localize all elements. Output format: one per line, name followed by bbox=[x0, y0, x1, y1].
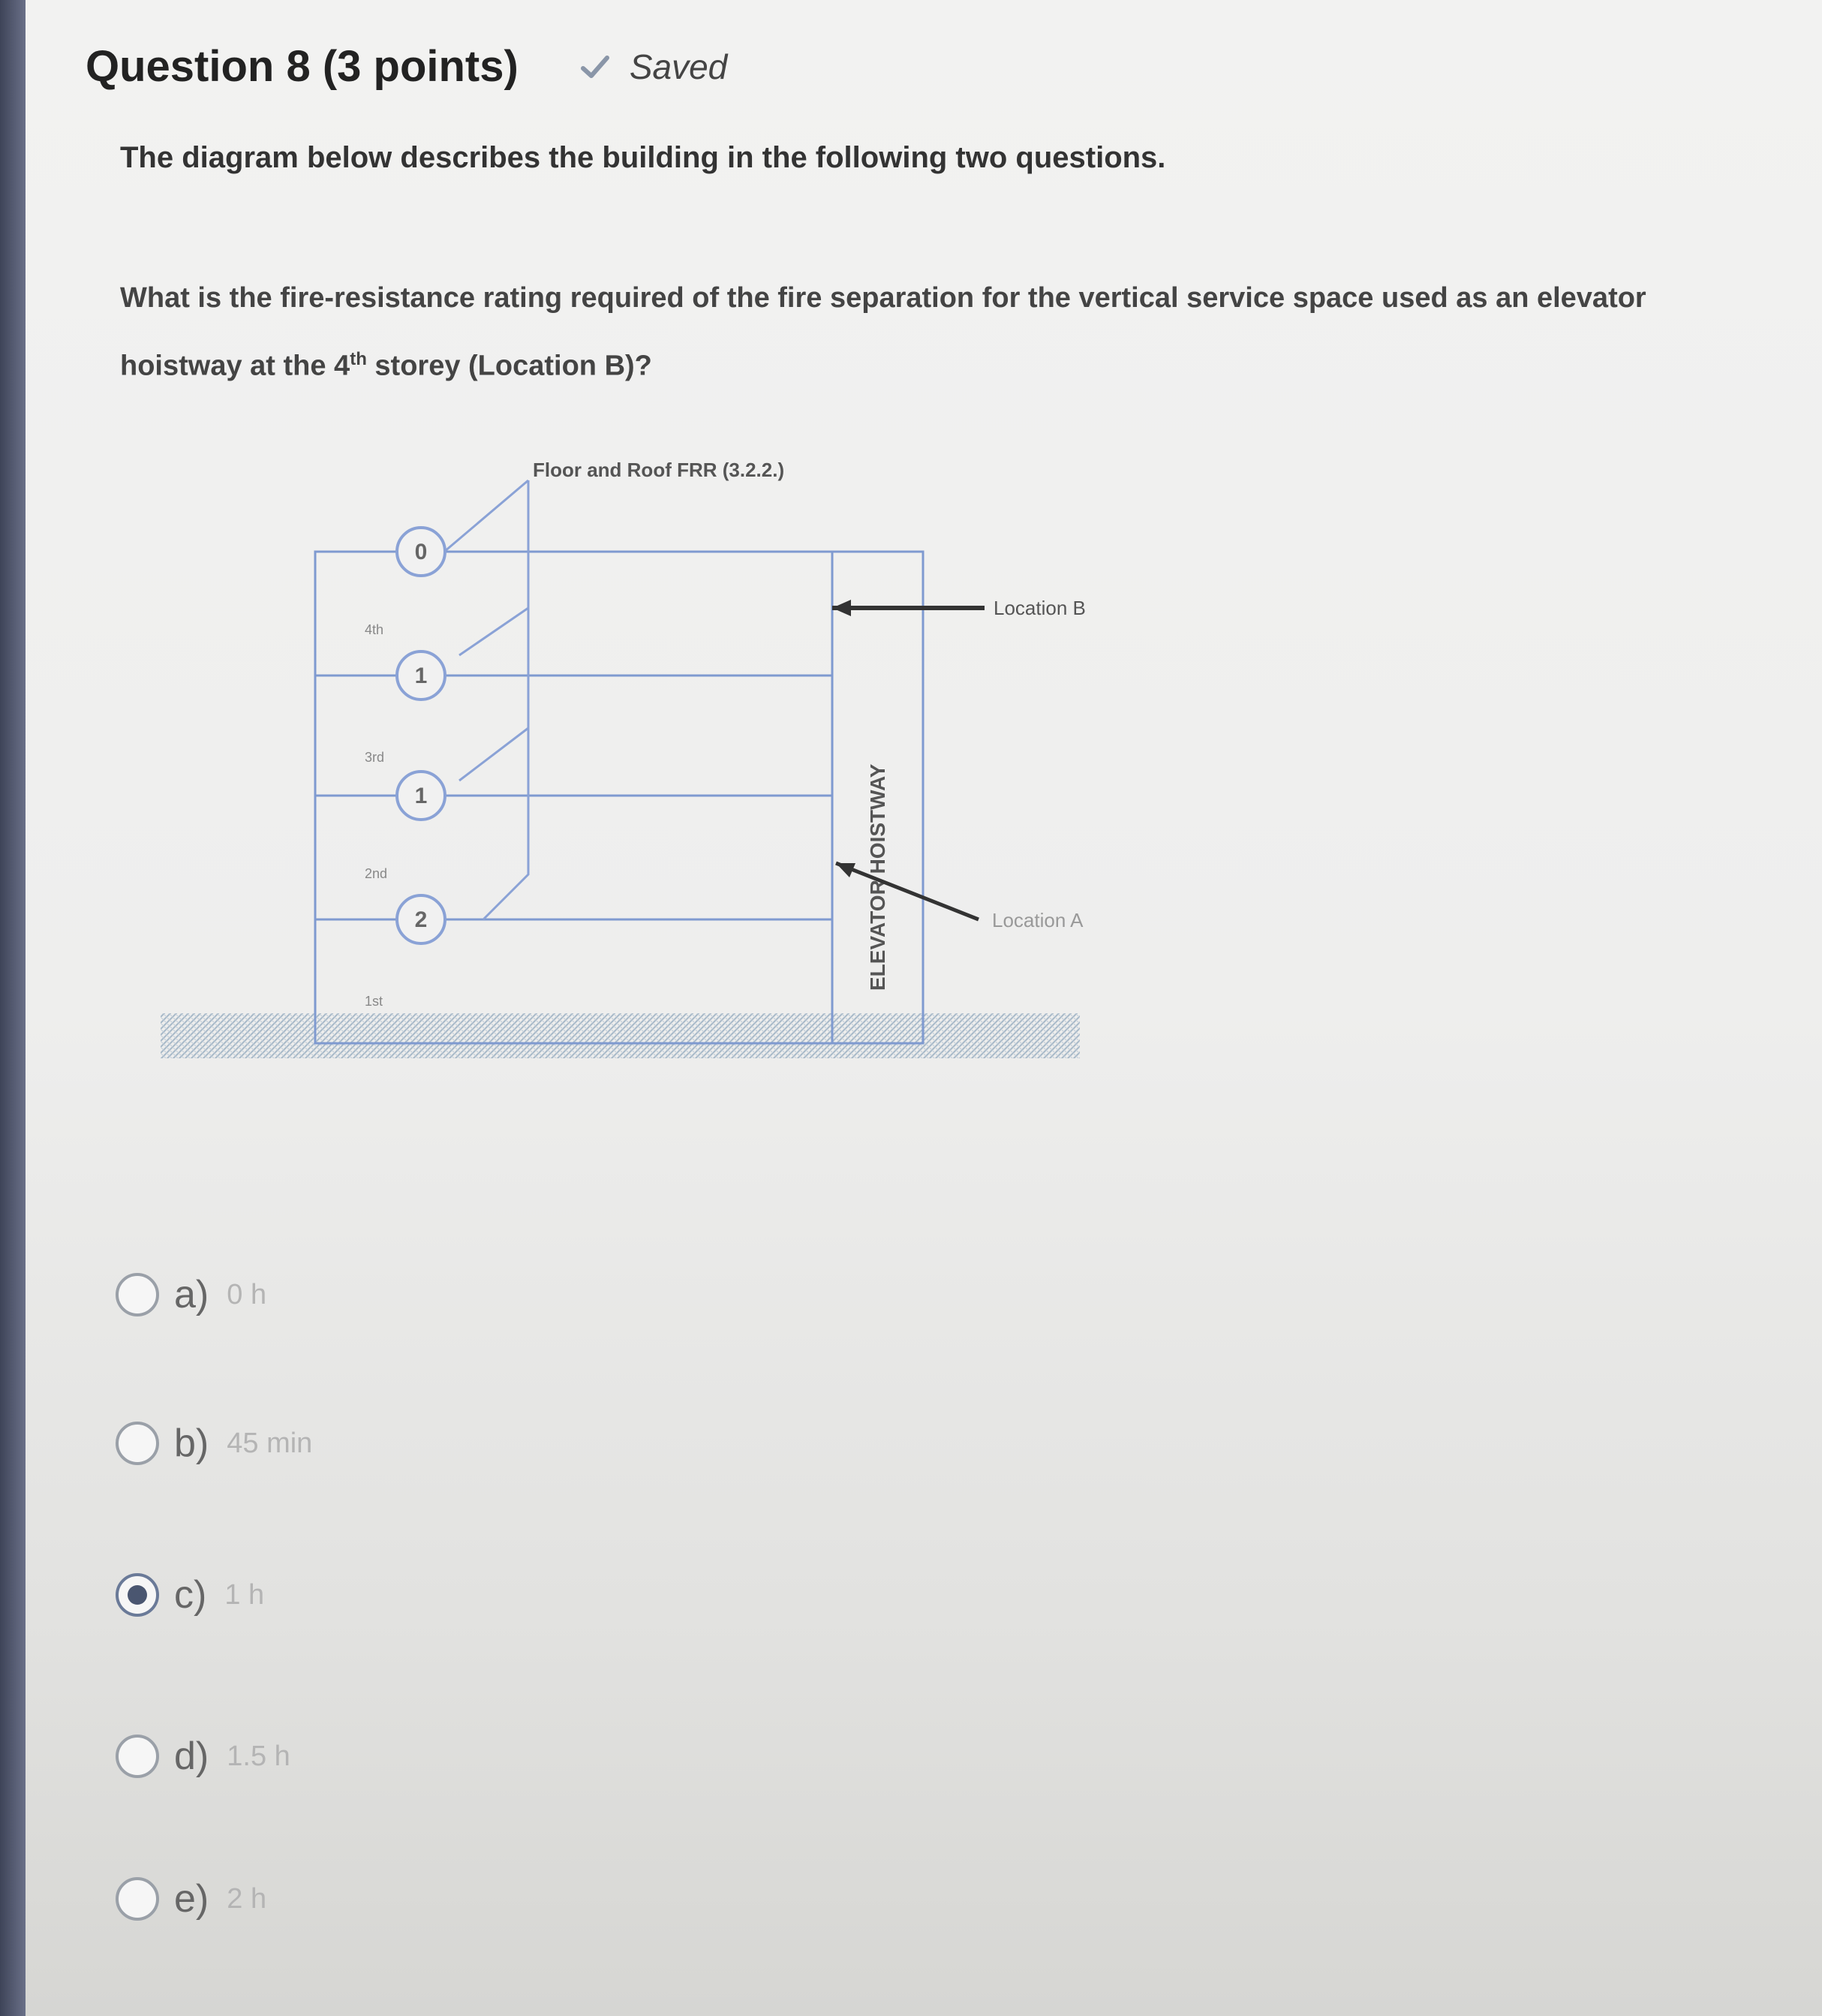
radio-option-d[interactable] bbox=[116, 1735, 159, 1778]
saved-label: Saved bbox=[629, 47, 728, 86]
location-a-label: Location A bbox=[992, 909, 1084, 931]
option-c-letter: c) bbox=[174, 1573, 207, 1617]
frr-value-1b: 1 bbox=[414, 784, 428, 808]
radio-selected-dot bbox=[128, 1585, 147, 1605]
option-e[interactable] bbox=[116, 1876, 266, 1921]
option-e-text: 2 h bbox=[227, 1882, 267, 1915]
option-b[interactable] bbox=[116, 1421, 312, 1466]
location-b-arrowhead bbox=[832, 600, 851, 616]
question-header bbox=[86, 41, 727, 92]
frr-value-0: 0 bbox=[414, 540, 428, 564]
location-b-label: Location B bbox=[994, 597, 1086, 619]
option-d[interactable] bbox=[116, 1734, 290, 1779]
option-a[interactable] bbox=[116, 1272, 266, 1317]
option-d-text: 1.5 h bbox=[227, 1740, 290, 1772]
frr-label: Floor and Roof FRR (3.2.2.) bbox=[533, 459, 785, 481]
building-diagram bbox=[161, 447, 1136, 1122]
radio-option-b[interactable] bbox=[116, 1422, 159, 1465]
option-b-letter: b) bbox=[174, 1422, 209, 1465]
storey-label-3: 3rd bbox=[365, 750, 385, 765]
intro-text: The diagram below describes the building in the following two questions. bbox=[120, 141, 1166, 174]
location-a-arrow bbox=[836, 863, 979, 919]
question-superscript: th bbox=[350, 349, 367, 369]
frr-leader-1a bbox=[459, 608, 528, 655]
storey-label-2: 2nd bbox=[365, 866, 388, 881]
frr-value-2: 2 bbox=[414, 907, 428, 932]
saved-status bbox=[579, 47, 727, 87]
frr-leader-1b bbox=[459, 728, 528, 781]
question-prefix: What is the fire-resistance rating required of the fire separation for the vertical service space used as an elevator hoistway at the 4 bbox=[120, 282, 1646, 382]
storey-label-4: 4th bbox=[365, 622, 384, 637]
hoistway-label: ELEVATOR HOISTWAY bbox=[866, 763, 889, 991]
ground-hatch bbox=[161, 1013, 1080, 1058]
window-left-edge bbox=[0, 0, 26, 2016]
frr-value-1a: 1 bbox=[414, 663, 428, 688]
radio-option-c[interactable] bbox=[116, 1573, 159, 1617]
question-title: Question 8 (3 points) bbox=[86, 42, 519, 91]
question-text bbox=[120, 267, 1733, 397]
radio-option-e[interactable] bbox=[116, 1877, 159, 1921]
check-icon bbox=[579, 50, 612, 83]
storey-label-1: 1st bbox=[365, 994, 383, 1009]
option-a-letter: a) bbox=[174, 1273, 209, 1316]
question-suffix: storey (Location B)? bbox=[366, 350, 652, 382]
radio-option-a[interactable] bbox=[116, 1273, 159, 1316]
option-e-letter: e) bbox=[174, 1877, 209, 1921]
option-c-text: 1 h bbox=[224, 1578, 265, 1611]
option-d-letter: d) bbox=[174, 1735, 209, 1778]
option-b-text: 45 min bbox=[227, 1427, 313, 1459]
option-c[interactable] bbox=[116, 1572, 264, 1617]
option-a-text: 0 h bbox=[227, 1278, 267, 1310]
frr-leader-0 bbox=[444, 480, 528, 552]
question-page bbox=[26, 0, 1822, 2016]
